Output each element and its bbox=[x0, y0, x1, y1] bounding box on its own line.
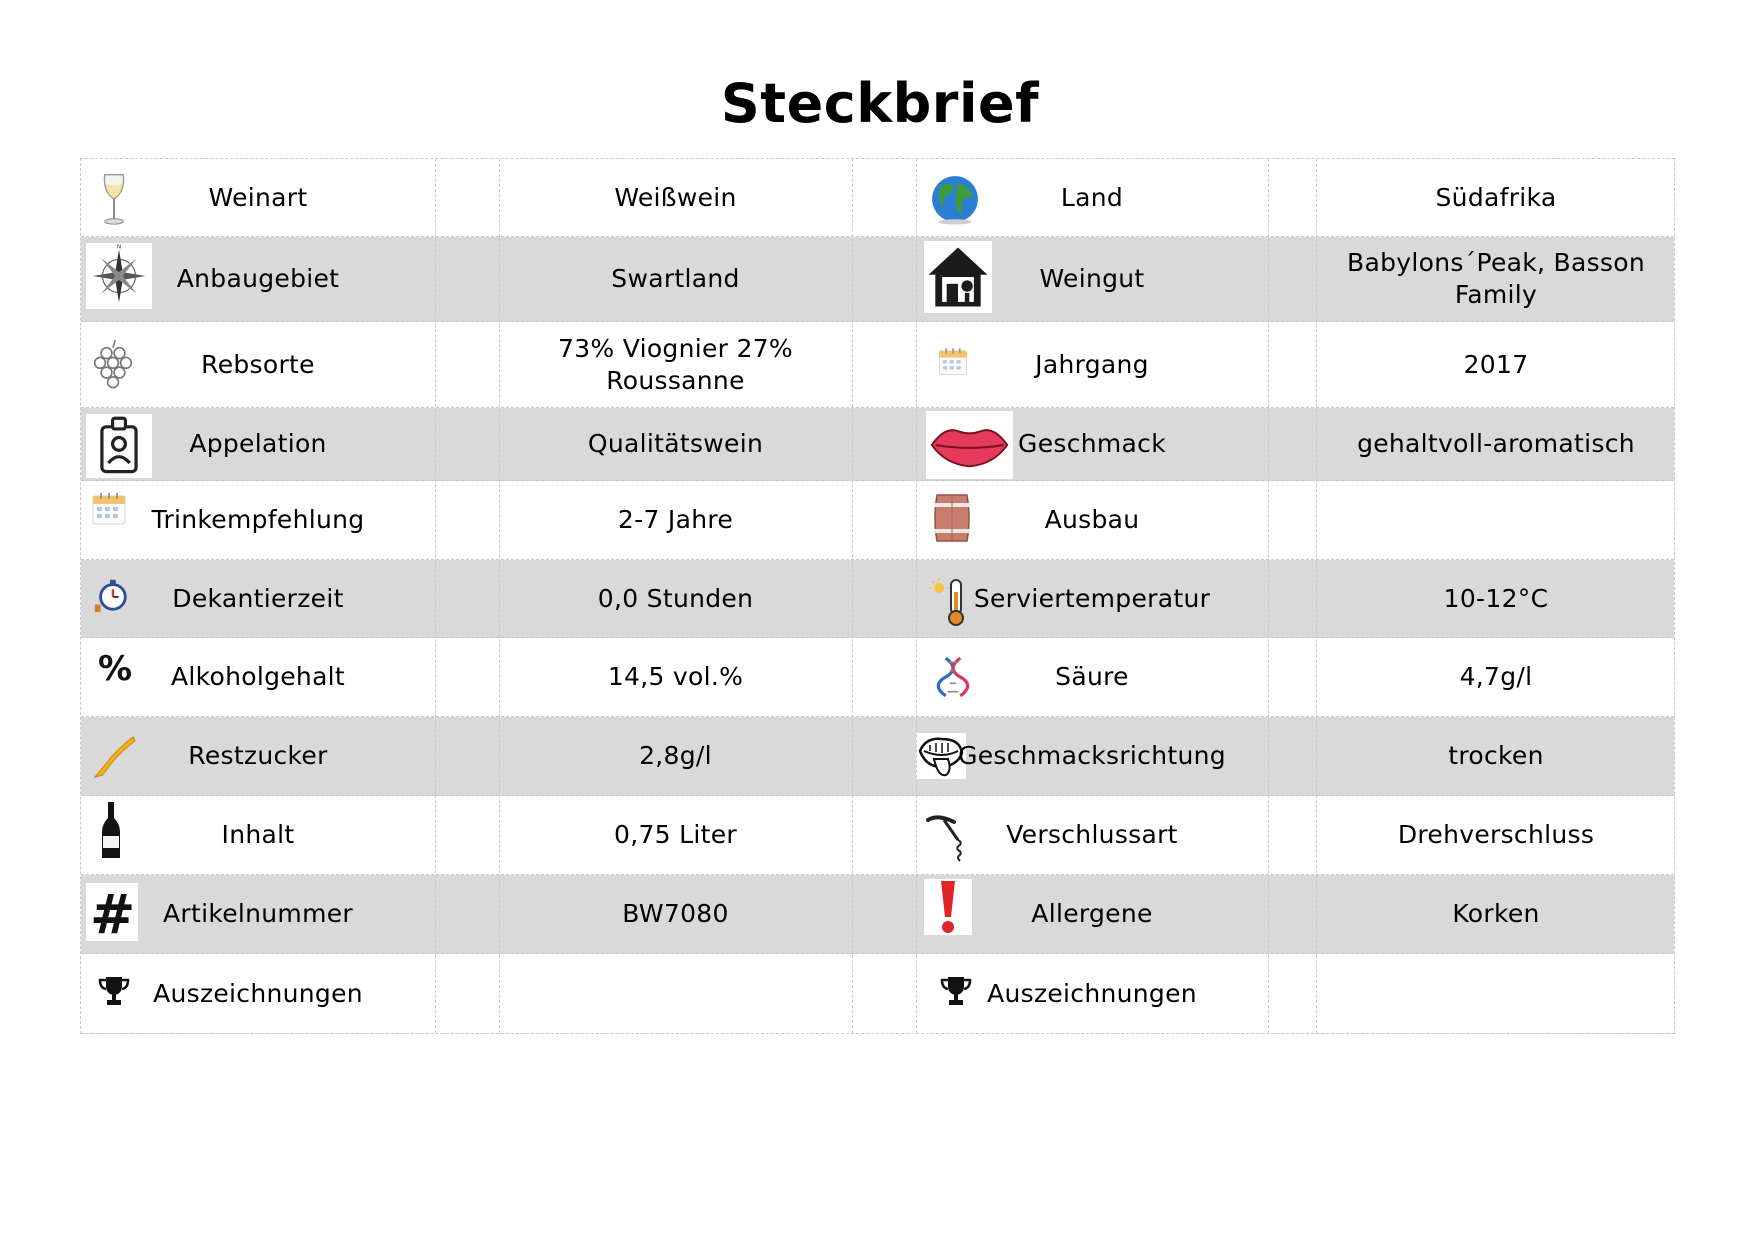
svg-text:#: # bbox=[90, 883, 136, 941]
field-value: Drehverschluss bbox=[1397, 820, 1595, 849]
field-label: Säure bbox=[1055, 662, 1129, 691]
field-value bbox=[1330, 481, 1662, 559]
field-value bbox=[1330, 954, 1662, 1033]
field-label: Appelation bbox=[189, 429, 327, 458]
field-label: Inhalt bbox=[221, 820, 295, 849]
table-row bbox=[81, 159, 1674, 237]
field-label: Rebsorte bbox=[201, 349, 315, 379]
field-label: Restzucker bbox=[188, 741, 328, 770]
field-value: 2017 bbox=[1463, 349, 1529, 379]
field-label: Auszeichnungen bbox=[987, 978, 1197, 1008]
field-value: Südafrika bbox=[1435, 182, 1557, 212]
table-row bbox=[81, 322, 1674, 408]
field-value: Weißwein bbox=[614, 182, 737, 212]
field-value: Swartland bbox=[611, 264, 740, 293]
table-row bbox=[81, 408, 1674, 481]
field-label: Auszeichnungen bbox=[153, 978, 363, 1008]
field-label: Jahrgang bbox=[1035, 349, 1149, 379]
field-value: gehaltvoll-aromatisch bbox=[1357, 429, 1635, 458]
table-row bbox=[81, 560, 1674, 638]
field-label: Geschmack bbox=[1018, 429, 1166, 458]
field-value: 2-7 Jahre bbox=[617, 505, 734, 534]
field-value: Qualitätswein bbox=[587, 429, 764, 458]
page-title: Steckbrief bbox=[720, 72, 1040, 135]
field-label: Allergene bbox=[1031, 899, 1153, 928]
field-value: 4,7g/l bbox=[1459, 662, 1533, 691]
field-value bbox=[513, 954, 838, 1033]
field-label: Land bbox=[1060, 182, 1124, 212]
field-label: Weinart bbox=[208, 182, 308, 212]
field-value: 73% Viognier 27% Roussanne bbox=[558, 333, 793, 395]
table-row bbox=[81, 875, 1674, 954]
field-value: 0,0 Stunden bbox=[597, 583, 754, 613]
field-value: 10-12°C bbox=[1443, 583, 1549, 613]
table-row bbox=[81, 237, 1674, 322]
field-value: Korken bbox=[1452, 899, 1540, 928]
table-row bbox=[81, 717, 1674, 796]
field-label: Alkoholgehalt bbox=[170, 662, 346, 691]
table-row bbox=[81, 638, 1674, 717]
field-label: Verschlussart bbox=[1006, 820, 1178, 849]
field-label: Artikelnummer bbox=[163, 899, 353, 928]
field-label: Weingut bbox=[1039, 264, 1145, 293]
svg-text:%: % bbox=[98, 649, 133, 689]
table-row bbox=[81, 796, 1674, 875]
table-row bbox=[81, 481, 1674, 560]
field-value: 14,5 vol.% bbox=[607, 662, 744, 691]
field-label: Serviertemperatur bbox=[973, 583, 1211, 613]
field-label: Trinkempfehlung bbox=[151, 505, 365, 534]
field-label: Geschmacksrichtung bbox=[958, 741, 1226, 770]
field-value: trocken bbox=[1448, 741, 1544, 770]
profile-table bbox=[80, 158, 1675, 1034]
field-label: Anbaugebiet bbox=[176, 264, 340, 293]
table-row bbox=[81, 954, 1674, 1034]
field-value: 0,75 Liter bbox=[614, 820, 737, 849]
field-label: Ausbau bbox=[1044, 505, 1140, 534]
field-value: 2,8g/l bbox=[639, 741, 712, 770]
field-value: BW7080 bbox=[622, 899, 729, 928]
svg-text:N: N bbox=[116, 244, 122, 251]
field-value: Babylons´Peak, Basson Family bbox=[1347, 248, 1645, 309]
field-label: Dekantierzeit bbox=[172, 583, 344, 613]
